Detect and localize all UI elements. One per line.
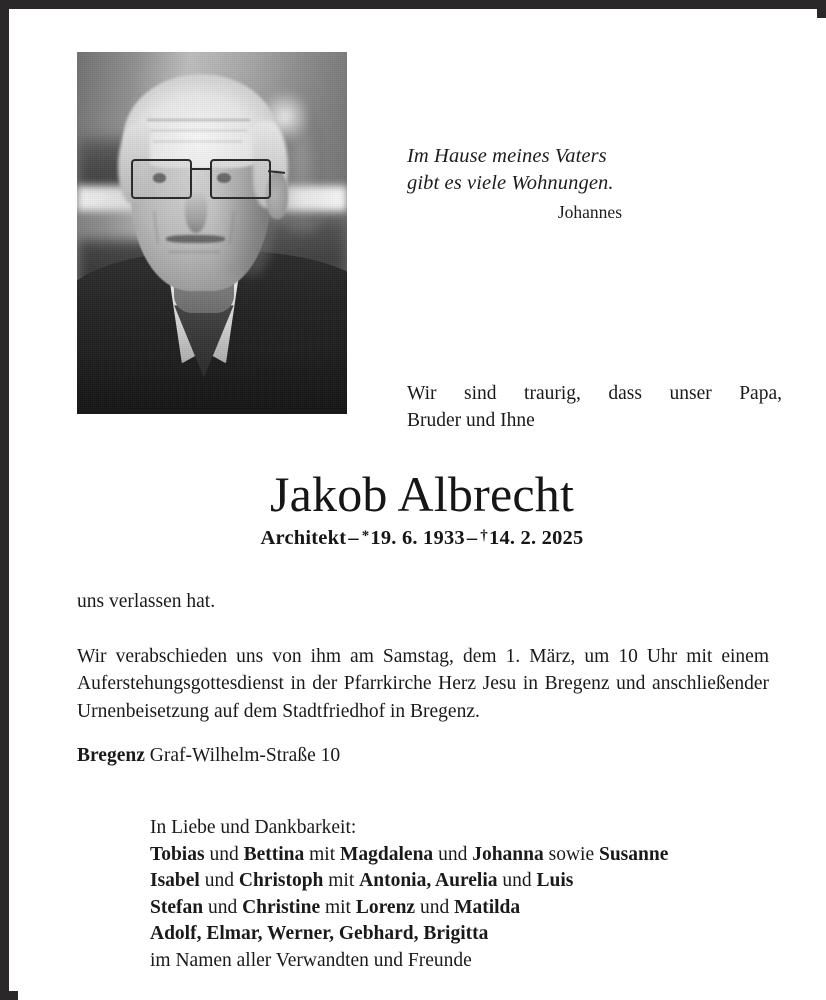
survivor-name: Matilda: [454, 896, 521, 918]
born-symbol: *: [361, 527, 370, 544]
survivor-name: Magdalena: [340, 843, 434, 865]
deceased-heading: [18, 466, 826, 550]
survivors-closing: im Namen aller Verwandten und Freunde: [150, 949, 472, 971]
survivor-name: Isabel: [150, 870, 200, 891]
photo-forehead-crease: [153, 141, 242, 143]
quote-line-1: Im Hause meines Vaters: [407, 145, 607, 167]
deceased-profession: Architekt: [260, 527, 347, 549]
survivors-line: [150, 868, 668, 895]
survivor-name: Luis: [536, 870, 574, 891]
sentence-continuation: uns verlassen hat.: [77, 591, 216, 612]
survivor-name: Tobias: [150, 843, 205, 865]
survivor-connector: und: [199, 870, 239, 891]
life-dates-dash-1: –: [348, 527, 359, 549]
survivor-name: Bettina: [243, 843, 305, 865]
survivors-line: [150, 921, 668, 948]
survivor-connector: und: [204, 843, 244, 865]
survivors-line: [150, 842, 668, 869]
address-city: Bregenz: [77, 745, 145, 766]
survivors-intro: In Liebe und Dankbarkeit:: [150, 817, 357, 838]
deceased-name: Jakob Albrecht: [269, 466, 575, 522]
survivor-connector: mit: [320, 896, 356, 918]
photo-nose: [185, 190, 207, 233]
survivor-connector: und: [497, 870, 537, 891]
photo-forehead-crease: [150, 130, 247, 132]
survivor-name: Lorenz: [355, 896, 416, 918]
intro-line-1: Wir sind traurig, dass unser Papa,: [407, 383, 782, 404]
survivor-connector: mit: [323, 870, 360, 891]
survivors-line: [150, 895, 668, 922]
photo-eyeglass-bridge: [192, 168, 209, 170]
obituary-notice-body: [18, 18, 826, 1000]
quote-line-2: gibt es viele Wohnungen.: [407, 172, 614, 194]
funeral-details-paragraph: Wir verabschieden uns von ihm am Samstag, dem 1. März, um 10 Uhr mit einem Auferstehungsgottesdienst in der Pfarrkirche Herz Jesu in Bregenz und anschließender Urnenbeisetzung auf dem Stadtfriedhof in Bregenz.: [77, 645, 769, 722]
survivor-name: Christoph: [238, 870, 324, 891]
photo-chin-line: [169, 251, 220, 253]
survivor-connector: und: [415, 896, 455, 918]
deceased-portrait-photo: [77, 52, 347, 414]
survivor-name: Johanna: [472, 843, 544, 865]
photo-mouth: [166, 235, 225, 243]
photo-eyeglass-lens-left: [131, 159, 192, 199]
photo-sweater-shadow: [77, 349, 347, 414]
survivor-connector: und: [203, 896, 243, 918]
intro-text: [407, 380, 782, 434]
survivor-name: Susanne: [598, 843, 669, 865]
survivor-name: Stefan: [150, 896, 204, 918]
address-line: [77, 745, 340, 767]
obituary-body-text: [77, 588, 769, 725]
survivor-name: Christine: [242, 896, 321, 918]
survivors-block: [150, 815, 668, 974]
quote-attribution: Johannes: [557, 202, 622, 222]
survivor-connector: sowie: [543, 843, 599, 865]
deceased-life-dates: [18, 527, 826, 550]
survivor-name: Antonia, Aurelia: [359, 870, 498, 891]
survivor-name: Adolf, Elmar, Werner, Gebhard, Brigitta: [150, 923, 489, 944]
survivor-connector: mit: [304, 843, 341, 865]
survivor-connector: und: [433, 843, 473, 865]
paragraph-spacer: [77, 616, 769, 643]
born-date: 19. 6. 1933: [370, 527, 465, 549]
died-symbol: †: [480, 527, 488, 544]
survivors-family-lines: [150, 842, 668, 948]
life-dates-dash-2: –: [466, 527, 478, 549]
intro-line-2: Bruder und Ihne: [407, 410, 535, 431]
address-street: Graf-Wilhelm-Straße 10: [149, 745, 341, 766]
died-date: 14. 2. 2025: [489, 527, 584, 549]
photo-forehead-crease: [147, 119, 250, 121]
photo-eyeglass-lens-right: [210, 159, 271, 199]
scripture-quote: [407, 143, 622, 223]
